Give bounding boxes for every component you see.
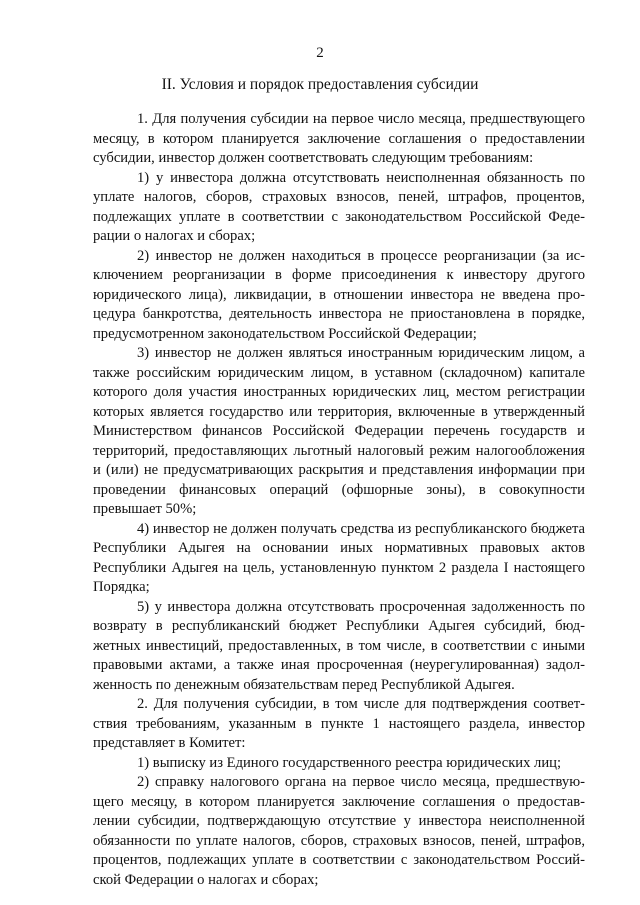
paragraph-2-item-2: 2) справку налогового органа на первое число месяца, предшествующего месяцу, в котором планируется заключение соглашения о предоставлении субсидии, подтверждающую отсутствие у инвестора неисполненной обязанности по уплате налогов, сборов, страховых взносов, пеней, штрафов, процентов, подлежащих уплате в соответствии с законодательством Российской Федерации о налогах и сборах; [93,774,585,888]
paragraph-1-item-1: 1) у инвестора должна отсутствовать неисполненная обязанность по уплате налогов, сборов, страховых взносов, пеней, штрафов, процентов, подлежащих уплате в соответствии с законодательством Российской Федерации о налогах и сборах; [93,169,585,244]
document-body [93,110,585,890]
paragraph-2-item-1: 1) выписку из Единого государственного реестра юридических лиц; [137,754,562,771]
paragraph-1-item-2: 2) инвестор не должен находиться в процессе реорганизации (за исключением реорганизации в форме присоединения к инвестору другого юридического лица), ликвидации, в отношении инвестора не введена процедура банкротства, деятельность инвестора не приостановлена в порядке, предусмотренном законодательством Российской Федерации; [93,247,585,342]
paragraph-1-item-5: 5) у инвестора должна отсутствовать просроченная задолженность по возврату в республиканский бюджет Республики Адыгея субсидий, бюджетных инвестиций, предоставленных, в том числе, в соответствии с иными правовыми актами, а также иная просроченная (неурегулированная) задолженность по денежным обязательствам перед Республикой Адыгея. [93,598,585,693]
paragraph-1-item-3: 3) инвестор не должен являться иностранным юридическим лицом, а также российским юридическим лицом, в уставном (складочном) капитале которого доля участия иностранных юридических лиц, местом регистрации которых является государство или территория, включенные в утвержденный Министерством финансов Российской Федерации перечень государств и территорий, предоставляющих льготный налоговый режим налогообложения и (или) не предусматривающих раскрытия и представления информации при проведении финансовых операций (офшорные зоны), в совокупности превышает 50%; [93,345,585,517]
paragraph-1-item-4: 4) инвестор не должен получать средства из республиканского бюджета Республики Адыгея на основании иных нормативных правовых актов Республики Адыгея на цель, установленную пунктом 2 раздела I настоящего Порядка; [93,520,585,595]
paragraph-2-documents-intro: 2. Для получения субсидии, в том числе для подтверждения соответствия требованиям, указанным в пункте 1 настоящего раздела, инвестор представляет в Комитет: [93,696,585,751]
section-title: II. Условия и порядок предоставления субсидии [161,76,479,93]
page-number: 2 [316,45,324,61]
paragraph-1-requirements-intro: 1. Для получения субсидии на первое число месяца, предшествующего месяцу, в котором планируется заключение соглашения о предоставлении субсидии, инвестор должен соответствовать следующим требованиям: [93,111,585,166]
